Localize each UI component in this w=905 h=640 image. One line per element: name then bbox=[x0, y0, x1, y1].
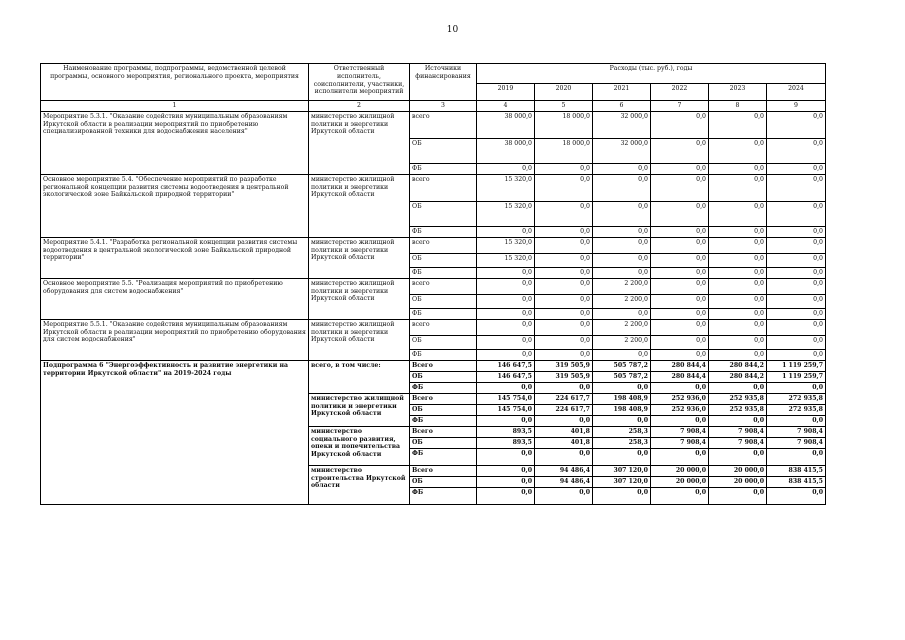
executor-name: министерство жилищной политики и энергетики Иркутской области bbox=[309, 278, 410, 319]
source-cell: всего bbox=[410, 278, 477, 294]
value-cell: 7 908,4 bbox=[651, 426, 709, 437]
source-cell: ОБ bbox=[410, 294, 477, 308]
value-cell: 0,0 bbox=[709, 201, 767, 226]
value-cell: 20 000,0 bbox=[651, 476, 709, 487]
value-cell: 94 486,4 bbox=[535, 476, 593, 487]
value-cell: 0,0 bbox=[593, 308, 651, 319]
value-cell: 0,0 bbox=[477, 415, 535, 426]
column-index: 6 bbox=[593, 101, 651, 112]
header-name: Наименование программы, подпрограммы, ведомственной целевой программы, основного мероприятия, регионального проекта, мероприятия bbox=[41, 64, 309, 101]
value-cell: 0,0 bbox=[593, 267, 651, 278]
source-cell: Всего bbox=[410, 426, 477, 437]
executor-name: министерство жилищной политики и энергетики Иркутской области bbox=[309, 111, 410, 174]
value-cell: 0,0 bbox=[709, 335, 767, 349]
activity-name: Мероприятие 5.5.1. "Оказание содействия муниципальным образованиям Иркутской области в реализации мероприятий по приобретению оборудования для систем водоснабжения" bbox=[41, 319, 309, 360]
value-cell: 0,0 bbox=[709, 319, 767, 335]
value-cell: 0,0 bbox=[709, 226, 767, 237]
value-cell: 0,0 bbox=[651, 319, 709, 335]
value-cell: 0,0 bbox=[477, 382, 535, 393]
source-cell: всего bbox=[410, 174, 477, 201]
value-cell: 15 320,0 bbox=[477, 201, 535, 226]
value-cell: 0,0 bbox=[709, 163, 767, 174]
source-cell: ФБ bbox=[410, 382, 477, 393]
source-cell: ФБ bbox=[410, 349, 477, 360]
value-cell: 0,0 bbox=[651, 349, 709, 360]
value-cell: 0,0 bbox=[535, 448, 593, 465]
column-index: 5 bbox=[535, 101, 593, 112]
value-cell: 0,0 bbox=[651, 487, 709, 504]
column-index: 1 bbox=[41, 101, 309, 112]
executor-name: всего, в том числе: bbox=[309, 360, 410, 393]
column-index: 9 bbox=[767, 101, 826, 112]
value-cell: 272 935,8 bbox=[767, 404, 826, 415]
executor-name: министерство жилищной политики и энергетики Иркутской области bbox=[309, 393, 410, 426]
header-year: 2019 bbox=[477, 84, 535, 101]
executor-name: министерство жилищной политики и энергетики Иркутской области bbox=[309, 237, 410, 278]
value-cell: 280 844,4 bbox=[651, 371, 709, 382]
value-cell: 0,0 bbox=[709, 174, 767, 201]
source-cell: ОБ bbox=[410, 371, 477, 382]
source-cell: ФБ bbox=[410, 226, 477, 237]
table-body bbox=[41, 111, 826, 504]
value-cell: 0,0 bbox=[767, 415, 826, 426]
value-cell: 838 415,5 bbox=[767, 476, 826, 487]
value-cell: 0,0 bbox=[535, 415, 593, 426]
value-cell: 0,0 bbox=[593, 382, 651, 393]
value-cell: 0,0 bbox=[651, 382, 709, 393]
value-cell: 0,0 bbox=[709, 253, 767, 267]
value-cell: 0,0 bbox=[477, 448, 535, 465]
value-cell: 0,0 bbox=[593, 237, 651, 253]
value-cell: 0,0 bbox=[709, 278, 767, 294]
value-cell: 893,5 bbox=[477, 437, 535, 448]
value-cell: 0,0 bbox=[651, 308, 709, 319]
value-cell: 0,0 bbox=[767, 319, 826, 335]
value-cell: 0,0 bbox=[767, 308, 826, 319]
value-cell: 145 754,0 bbox=[477, 393, 535, 404]
value-cell: 0,0 bbox=[593, 349, 651, 360]
source-cell: Всего bbox=[410, 465, 477, 476]
value-cell: 0,0 bbox=[767, 294, 826, 308]
value-cell: 0,0 bbox=[767, 138, 826, 163]
value-cell: 0,0 bbox=[709, 138, 767, 163]
value-cell: 0,0 bbox=[767, 111, 826, 138]
value-cell: 0,0 bbox=[709, 308, 767, 319]
value-cell: 0,0 bbox=[535, 349, 593, 360]
value-cell: 20 000,0 bbox=[651, 465, 709, 476]
value-cell: 145 754,0 bbox=[477, 404, 535, 415]
source-cell: ОБ bbox=[410, 404, 477, 415]
value-cell: 0,0 bbox=[535, 267, 593, 278]
value-cell: 252 936,0 bbox=[651, 393, 709, 404]
budget-table bbox=[40, 63, 826, 505]
value-cell: 505 787,2 bbox=[593, 371, 651, 382]
value-cell: 0,0 bbox=[651, 226, 709, 237]
header-source: Источники финансирования bbox=[410, 64, 477, 101]
value-cell: 0,0 bbox=[477, 319, 535, 335]
source-cell: ФБ bbox=[410, 487, 477, 504]
value-cell: 258,3 bbox=[593, 437, 651, 448]
value-cell: 15 320,0 bbox=[477, 174, 535, 201]
value-cell: 0,0 bbox=[477, 487, 535, 504]
source-cell: ОБ bbox=[410, 476, 477, 487]
column-index: 4 bbox=[477, 101, 535, 112]
value-cell: 0,0 bbox=[477, 335, 535, 349]
value-cell: 0,0 bbox=[535, 308, 593, 319]
table-row bbox=[41, 111, 826, 138]
value-cell: 0,0 bbox=[593, 487, 651, 504]
value-cell: 224 617,7 bbox=[535, 404, 593, 415]
value-cell: 0,0 bbox=[767, 448, 826, 465]
value-cell: 0,0 bbox=[651, 253, 709, 267]
value-cell: 0,0 bbox=[535, 237, 593, 253]
value-cell: 198 408,9 bbox=[593, 393, 651, 404]
source-cell: всего bbox=[410, 111, 477, 138]
executor-name: министерство строительства Иркутской области bbox=[309, 465, 410, 504]
value-cell: 0,0 bbox=[767, 382, 826, 393]
value-cell: 224 617,7 bbox=[535, 393, 593, 404]
table-header bbox=[41, 64, 826, 112]
value-cell: 0,0 bbox=[651, 415, 709, 426]
value-cell: 0,0 bbox=[477, 267, 535, 278]
activity-name: Мероприятие 5.3.1. "Оказание содействия муниципальным образованиям Иркутской области в реализации мероприятий по приобретению специализированной техники для водоснабжения населения" bbox=[41, 111, 309, 174]
table-row bbox=[41, 174, 826, 201]
executor-name: министерство жилищной политики и энергетики Иркутской области bbox=[309, 319, 410, 360]
source-cell: ОБ bbox=[410, 335, 477, 349]
value-cell: 0,0 bbox=[593, 226, 651, 237]
value-cell: 0,0 bbox=[535, 253, 593, 267]
value-cell: 319 505,9 bbox=[535, 360, 593, 371]
value-cell: 0,0 bbox=[651, 294, 709, 308]
subprogram-name: Подпрограмма 6 "Энергоэффективность и развитие энергетики на территории Иркутской области" на 2019-2024 годы bbox=[41, 360, 309, 504]
header-expenses: Расходы (тыс. руб.), годы bbox=[477, 64, 826, 84]
value-cell: 0,0 bbox=[709, 349, 767, 360]
value-cell: 38 000,0 bbox=[477, 138, 535, 163]
table-row bbox=[41, 360, 826, 371]
value-cell: 893,5 bbox=[477, 426, 535, 437]
value-cell: 0,0 bbox=[477, 349, 535, 360]
table-row bbox=[41, 278, 826, 294]
value-cell: 1 119 259,7 bbox=[767, 360, 826, 371]
value-cell: 0,0 bbox=[535, 487, 593, 504]
value-cell: 319 505,9 bbox=[535, 371, 593, 382]
source-cell: ФБ bbox=[410, 163, 477, 174]
value-cell: 0,0 bbox=[651, 448, 709, 465]
header-year: 2022 bbox=[651, 84, 709, 101]
value-cell: 0,0 bbox=[709, 237, 767, 253]
value-cell: 7 908,4 bbox=[767, 426, 826, 437]
value-cell: 2 200,0 bbox=[593, 335, 651, 349]
activity-name: Мероприятие 5.4.1. "Разработка региональной концепции развития системы водоотведения в центральной экологической зоне Байкальской природной территории" bbox=[41, 237, 309, 278]
value-cell: 0,0 bbox=[767, 237, 826, 253]
value-cell: 0,0 bbox=[535, 294, 593, 308]
value-cell: 0,0 bbox=[593, 163, 651, 174]
source-cell: ОБ bbox=[410, 138, 477, 163]
value-cell: 0,0 bbox=[535, 319, 593, 335]
value-cell: 7 908,4 bbox=[767, 437, 826, 448]
value-cell: 0,0 bbox=[535, 335, 593, 349]
value-cell: 32 000,0 bbox=[593, 111, 651, 138]
value-cell: 0,0 bbox=[651, 237, 709, 253]
source-cell: ФБ bbox=[410, 448, 477, 465]
value-cell: 0,0 bbox=[767, 278, 826, 294]
column-index: 2 bbox=[309, 101, 410, 112]
value-cell: 0,0 bbox=[651, 174, 709, 201]
value-cell: 401,8 bbox=[535, 426, 593, 437]
value-cell: 198 408,9 bbox=[593, 404, 651, 415]
value-cell: 0,0 bbox=[593, 201, 651, 226]
value-cell: 0,0 bbox=[477, 278, 535, 294]
value-cell: 0,0 bbox=[767, 163, 826, 174]
value-cell: 0,0 bbox=[767, 487, 826, 504]
header-year: 2024 bbox=[767, 84, 826, 101]
value-cell: 18 000,0 bbox=[535, 111, 593, 138]
value-cell: 0,0 bbox=[535, 278, 593, 294]
value-cell: 0,0 bbox=[709, 382, 767, 393]
source-cell: ФБ bbox=[410, 267, 477, 278]
executor-name: министерство жилищной политики и энергетики Иркутской области bbox=[309, 174, 410, 237]
value-cell: 0,0 bbox=[651, 138, 709, 163]
value-cell: 0,0 bbox=[593, 415, 651, 426]
table-row bbox=[41, 237, 826, 253]
value-cell: 0,0 bbox=[651, 335, 709, 349]
value-cell: 7 908,4 bbox=[651, 437, 709, 448]
value-cell: 0,0 bbox=[651, 111, 709, 138]
value-cell: 0,0 bbox=[709, 267, 767, 278]
value-cell: 0,0 bbox=[709, 415, 767, 426]
value-cell: 280 844,2 bbox=[709, 360, 767, 371]
source-cell: всего bbox=[410, 237, 477, 253]
value-cell: 0,0 bbox=[593, 448, 651, 465]
value-cell: 7 908,4 bbox=[709, 426, 767, 437]
value-cell: 0,0 bbox=[767, 201, 826, 226]
value-cell: 0,0 bbox=[477, 226, 535, 237]
source-cell: Всего bbox=[410, 360, 477, 371]
value-cell: 252 935,8 bbox=[709, 393, 767, 404]
value-cell: 252 936,0 bbox=[651, 404, 709, 415]
value-cell: 146 647,5 bbox=[477, 360, 535, 371]
value-cell: 252 935,8 bbox=[709, 404, 767, 415]
page-number: 10 bbox=[446, 25, 459, 35]
value-cell: 0,0 bbox=[477, 163, 535, 174]
source-cell: Всего bbox=[410, 393, 477, 404]
header-year: 2023 bbox=[709, 84, 767, 101]
source-cell: ФБ bbox=[410, 308, 477, 319]
value-cell: 0,0 bbox=[651, 163, 709, 174]
value-cell: 20 000,0 bbox=[709, 476, 767, 487]
value-cell: 20 000,0 bbox=[709, 465, 767, 476]
table-row bbox=[41, 319, 826, 335]
value-cell: 272 935,8 bbox=[767, 393, 826, 404]
value-cell: 0,0 bbox=[651, 278, 709, 294]
source-cell: всего bbox=[410, 319, 477, 335]
value-cell: 0,0 bbox=[477, 294, 535, 308]
value-cell: 7 908,4 bbox=[709, 437, 767, 448]
column-index: 7 bbox=[651, 101, 709, 112]
header-year: 2020 bbox=[535, 84, 593, 101]
value-cell: 307 120,0 bbox=[593, 465, 651, 476]
value-cell: 0,0 bbox=[535, 163, 593, 174]
source-cell: ОБ bbox=[410, 253, 477, 267]
value-cell: 0,0 bbox=[709, 448, 767, 465]
value-cell: 0,0 bbox=[767, 174, 826, 201]
value-cell: 0,0 bbox=[651, 267, 709, 278]
source-cell: ОБ bbox=[410, 437, 477, 448]
value-cell: 38 000,0 bbox=[477, 111, 535, 138]
value-cell: 280 844,2 bbox=[709, 371, 767, 382]
value-cell: 0,0 bbox=[535, 382, 593, 393]
value-cell: 0,0 bbox=[767, 349, 826, 360]
value-cell: 0,0 bbox=[709, 294, 767, 308]
value-cell: 0,0 bbox=[767, 226, 826, 237]
value-cell: 0,0 bbox=[651, 201, 709, 226]
value-cell: 307 120,0 bbox=[593, 476, 651, 487]
value-cell: 15 320,0 bbox=[477, 253, 535, 267]
value-cell: 32 000,0 bbox=[593, 138, 651, 163]
value-cell: 0,0 bbox=[477, 476, 535, 487]
source-cell: ОБ bbox=[410, 201, 477, 226]
executor-name: министерство социального развития, опеки и попечительства Иркутской области bbox=[309, 426, 410, 465]
value-cell: 146 647,5 bbox=[477, 371, 535, 382]
value-cell: 0,0 bbox=[477, 308, 535, 319]
header-year: 2021 bbox=[593, 84, 651, 101]
value-cell: 838 415,5 bbox=[767, 465, 826, 476]
value-cell: 0,0 bbox=[593, 253, 651, 267]
value-cell: 0,0 bbox=[767, 267, 826, 278]
value-cell: 258,3 bbox=[593, 426, 651, 437]
value-cell: 2 200,0 bbox=[593, 294, 651, 308]
value-cell: 2 200,0 bbox=[593, 319, 651, 335]
value-cell: 0,0 bbox=[709, 487, 767, 504]
value-cell: 0,0 bbox=[767, 335, 826, 349]
activity-name: Основное мероприятие 5.4. "Обеспечение мероприятий по разработке региональной концепции развития системы водоотведения в центральной экологической зоне Байкальской природной территории" bbox=[41, 174, 309, 237]
value-cell: 505 787,2 bbox=[593, 360, 651, 371]
value-cell: 1 119 259,7 bbox=[767, 371, 826, 382]
value-cell: 2 200,0 bbox=[593, 278, 651, 294]
value-cell: 0,0 bbox=[767, 253, 826, 267]
activity-name: Основное мероприятие 5.5. "Реализация мероприятий по приобретению оборудования для систем водоснабжения" bbox=[41, 278, 309, 319]
value-cell: 0,0 bbox=[593, 174, 651, 201]
column-index: 8 bbox=[709, 101, 767, 112]
value-cell: 0,0 bbox=[535, 226, 593, 237]
value-cell: 0,0 bbox=[535, 174, 593, 201]
value-cell: 0,0 bbox=[535, 201, 593, 226]
header-executor: Ответственный исполнитель, соисполнители, участники, исполнители мероприятий bbox=[309, 64, 410, 101]
value-cell: 0,0 bbox=[477, 465, 535, 476]
value-cell: 280 844,4 bbox=[651, 360, 709, 371]
source-cell: ФБ bbox=[410, 415, 477, 426]
value-cell: 15 320,0 bbox=[477, 237, 535, 253]
column-index: 3 bbox=[410, 101, 477, 112]
value-cell: 18 000,0 bbox=[535, 138, 593, 163]
value-cell: 94 486,4 bbox=[535, 465, 593, 476]
value-cell: 401,8 bbox=[535, 437, 593, 448]
value-cell: 0,0 bbox=[709, 111, 767, 138]
